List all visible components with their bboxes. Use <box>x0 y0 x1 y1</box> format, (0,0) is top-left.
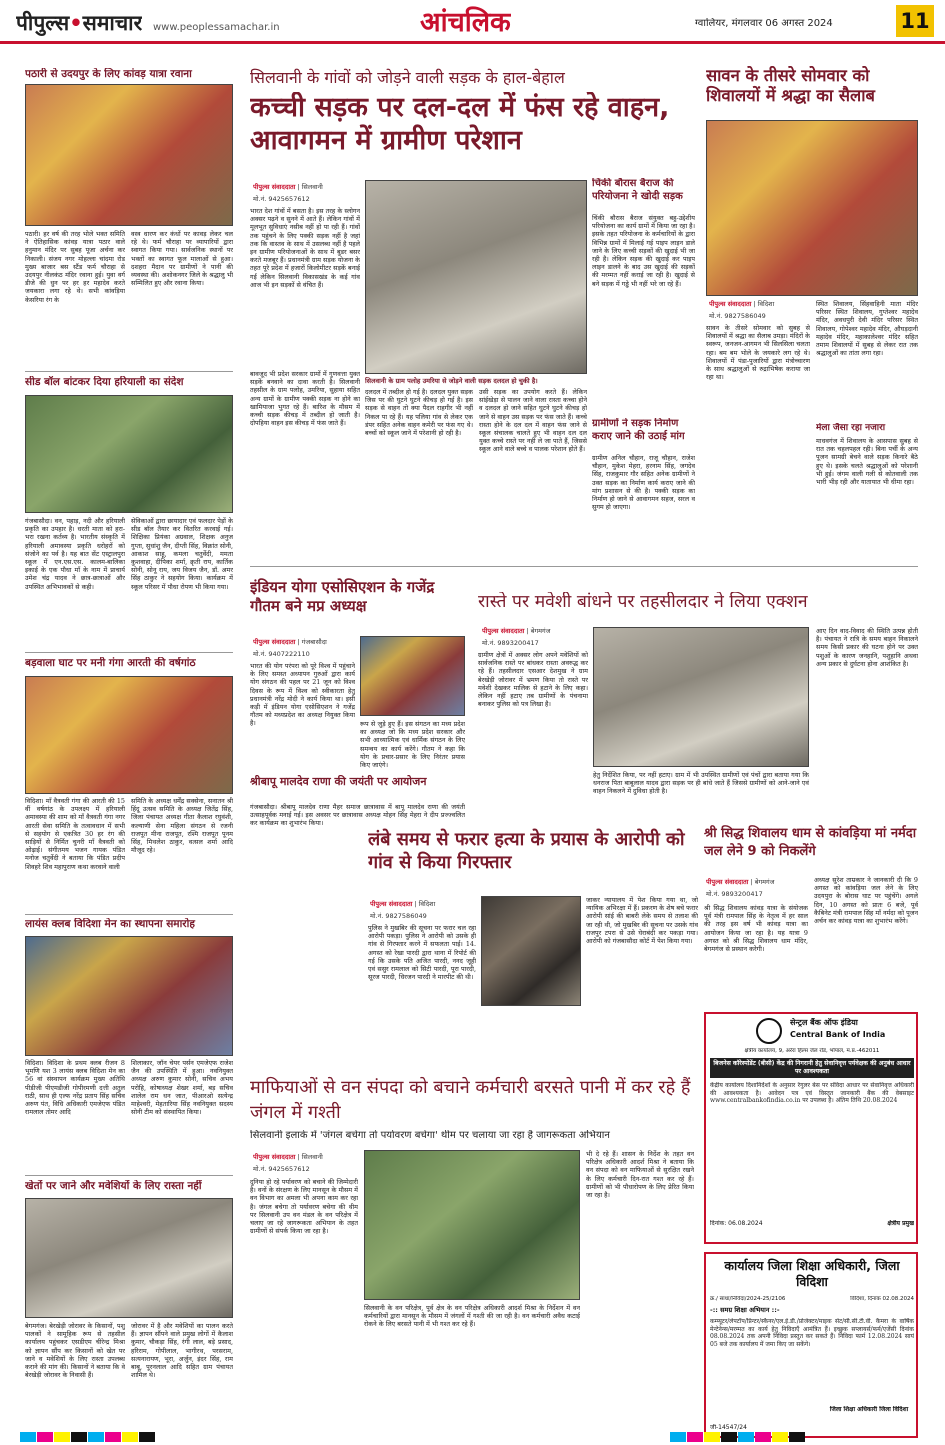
savan-body-2: स्थित शिवालय, सिंहवाहिनी माता मंदिर परिसर स्थित शिवालय, गुप्तेश्वर महादेव मंदिर, अवधपुरी देवी मंदिर परिसर स्थित शिवालय, गोपेश्वर महादेव मंदिर, औघड़दानी महादेव मंदिर, महाकालेश्वर मंदिर सहित तमाम शिवालयों में सुबह से लेकर रात तक श्रद्धालुओं का तांता लगा रहा। <box>816 300 918 358</box>
accused-with-police-photo <box>481 896 581 1006</box>
lead-body-1: भारत देश गांवों में बसता है। इस तरह के स्लोगन अक्सर पढ़ने व सुनने में आते हैं। लेकिन गांवों में मूलभूत सुविधाएं नसीब नहीं हो पा रही हैं। गांवों तक पहुंचने के लिए पक्की सड़क नहीं है जहां तक कि वास्तव के साथ में उसलब्ध नहीं है पहले इन ग्रामीण परियोजनाओं के साथ में बुडर बसर करते मजबूर हैं। प्रधानमंत्री ग्राम सड़क योजना के तहत पूरे प्रदेश में हजारों किलोमीटर सड़कें बनाई गईं लेकिन सिलवानी विकासखंड के कई गांव आज भी इन सड़कों से वंचित हैं। <box>250 207 360 289</box>
forest-body-3: भी दे रहे हैं। शासन के निर्देश के तहत वन परिक्षेत्र अधिकारी आदर्श मिश्रा ने बताया कि वन संपदा को वन माफियाओं से सुरक्षित रखने के लिए कर्मचारी दिन-रात गश्त कर रहे हैं। ग्रामीणों को भी पौधारोपण के लिए प्रेरित किया जा रहा है। <box>586 1150 694 1199</box>
savan-body-1: सावन के तीसरे सोमवार को सुबह से शिवालयों में श्रद्धा का सैलाब उमड़ा। मंदिरों के स्वरूप, जनजन-आगमन भी सिलसिला चलता रहा। बम बम भोले के जयकारे लग रहे थे। शिवालयों में पंडा-पुजारियों द्वारा मंत्रोच्चारण के साथ श्रद्धालुओं से रुद्राभिषेक कराया जा रहा था। <box>706 324 810 382</box>
education-office-advertisement <box>704 1252 918 1438</box>
yoga-body: भारत की योग परंपरा को पूरे विश्व में पहुंचाने के लिए समस्त अध्यापन गुरुओं द्वारा कार्य योग संगठन की पहल पर 21 जून को विश्व दिवस के रूप में विश्व को स्वीकारता हेतु प्रधानमंत्री नरेंद्र मोदी ने कार्य किया था। इसी कड़ी में इंडियन योगा एसोसिएशन ने गजेंद्र गौतम को मध्यप्रदेश का अध्यक्ष नियुक्त किया है। <box>250 662 355 728</box>
farmers-memorandum-photo <box>25 1198 233 1318</box>
lions-club-photo <box>25 936 233 1056</box>
lead-byline: पीपुल्स संवाददाता | सिलवानी <box>253 183 323 191</box>
murder-body-2: जाकर न्यायालय में पेश किया गया था, जो न्यायिक अभिरक्षा में हैं। प्रकरण के शेष बचे फरार आरोपी सांई की बाबरी लेके समय से तलाश की जा रही थी, जो मुखबिर की सूचना पर उसके गांव राजपुर टपरा से उसे घेराबंदी कर पकड़ा गया। आरोपी को गंजबासौदा कोर्ट में पेश किया गया। <box>586 896 698 945</box>
bank-notice-title: बिजनेस कॉरेस्पोंडेंट (बीसी) केंद्र की निगरानी हेतु सेवानिवृत्त पर्यवेक्षक की अनुबंध आधार पर आवश्यकता <box>710 1058 914 1078</box>
lead-body-4: उसी सड़क का उपयोग करते हैं। लेकिन सांईखेड़ा से पालन जाने वाला रास्ता कच्चा होने व दलदल हो जाने सहित घुटने घुटने कीचड़ हो जाने से वाहन उस सड़क पर फंस जाते हैं। कच्चे रास्ता होने के दल दल में वाहन फंस जाने से स्कूल संचालक चालते हुए भी वाहन दल दल युक्त कच्चे रास्ते पर नहीं ले जा पाते हैं, जिससे स्कूल आने वाले बच्चे व पालक परेशान होते हैं। <box>479 388 587 454</box>
lead-body-2: बावजूद भी प्रदेश सरकार ग्रामों में गुणवत्ता युक्त सड़कें बनवाने का दावा करती है। सिलवानी तहसील के ग्राम पलोह, उमरिया, सुहाया सहित अन्य ग्रामों के ग्रामीण पक्की सड़क ना होने का खामियाजा भुगत रहे हैं। बारिश के मौसम में कच्ची सड़क कीचड़ में तब्दील हो जाती है। दोपहिया वाहन इस कीचड़ में फंस जाते हैं। <box>250 370 360 428</box>
page-number: 11 <box>896 5 934 37</box>
divider <box>25 652 233 653</box>
edu-body: कम्प्यूटर/लेपटॉप/प्रिन्टर/स्कैनर/एल.ई.डी./प्रोजेक्टर/माइक सेट/सी.सी.टी.वी. कैमरा के वार्षिक मेन्टेनेन्स/मरम्मत का कार्य हेतु निविदाएँ आमंत्रित हैं। इच्छुक सप्लायर्स/फर्म/एजेंसी दिनांक 08.08.2024 तक अपनी निविदा प्रस्तुत कर सकते हैं। निविदा फार्म 12.08.2024 सायं 05 बजे तक कार्यालय में जमा किए जा सकेंगे। <box>710 1318 914 1349</box>
lead-box1-title: चिंकी बौरास बैराज की परियोजना ने खोदी सड़क <box>592 178 683 202</box>
bank-name-hindi: सेन्ट्रल बैंक ऑफ इंडिया <box>790 1018 858 1027</box>
yoga-headline: इंडियन योगा एसोसिएशन के गजेंद्र गौतम बने मप्र अध्यक्ष <box>250 578 435 615</box>
edu-office-title: कार्यालय जिला शिक्षा अधिकारी, जिला विदिशा <box>724 1258 900 1290</box>
bank-notice-date: दिनांक: 06.08.2024 <box>710 1220 763 1227</box>
kanwad-yatra-photo <box>25 84 233 226</box>
rana-headline: श्रीबापू मालदेव राणा की जयंती पर आयोजन <box>250 775 427 788</box>
savan-headline: सावन के तीसरे सोमवार को शिवालयों में श्रद्धा का सैलाब <box>706 66 875 106</box>
savan-subhead: मेला जैसा रहा नजारा <box>816 423 886 433</box>
savan-sub-body: माधवगंज में शिवालय के आसपास सुबह से रात तक चहलपहल रही। बिना पर्ची के अन्य पूजन सामग्री बेचने वाले सड़क किनारे बैठे हुए थे। इसके चलते श्रद्धालुओं को परेशानी भी हुई। जंगम वाली गली से कोतवाली तक भारी भीड़ रही और यातायात भी धीमा रहा। <box>816 437 918 486</box>
temple-devotees-photo <box>706 120 918 296</box>
story3-body-2: समिति के अध्यक्ष धर्मेंद्र सक्सेना, सनातन श्री हिंदू उत्सव समिति के अध्यक्ष जितेंद्र सिंह, जिला पंचायत अध्यक्ष गीता कैलाश रघुवंशी, कल्याणी सेना महिला संगठन से रजनी राजपूत मीना राजपूत, रश्मि राजपूत पूनम सिंह, मिथलेश ठाकुर, वत्सल शर्मा आदि मौजूद रहे। <box>131 797 233 855</box>
edu-signature: जिला शिक्षा अधिकारी जिला विदिशा <box>829 1406 909 1413</box>
forest-patrol-photo <box>364 1150 580 1300</box>
yoga-mobile: मो.नं. 9407222110 <box>253 650 310 658</box>
story3-headline: बड़वाला घाट पर मनी गंगा आरती की वर्षगांठ <box>25 657 196 669</box>
dateline: ग्वालियर, मंगलवार 06 अगस्त 2024 <box>695 18 833 29</box>
savan-byline: पीपुल्स संवाददाता | विदिशा <box>709 300 775 308</box>
story5-headline: खेतों पर जाने और मवेशियों के लिए रास्ता नहीं <box>25 1180 202 1192</box>
lead-box2-title: ग्रामीणों ने सड़क निर्माण कराए जाने की उठाई मांग <box>592 418 685 442</box>
story1-body-2: वस्त्र धारण कर कंधों पर कावड़ लेकर चल रहे थे। फर्म चौराहा पर व्यापारियों द्वारा स्वागत किया गया। सार्वजनिक स्थानों पर भक्तों का स्वागत फूल मालाओं से हुआ। दशहरा मैदान पर ग्रामीणों ने पानी की व्यवस्था की। अशोकनगर जिले के श्रद्धालु भी सम्मिलित हुए और रवाना किया। <box>131 230 233 288</box>
lead-kicker: सिलवानी के गांवों को जोड़ने वाली सड़क के हाल-बेहाल <box>250 68 565 87</box>
color-registration-bar-right <box>670 1432 930 1442</box>
bank-logo-icon <box>756 1018 782 1044</box>
savan-mobile: मो.नं. 9827586049 <box>709 312 766 320</box>
masthead <box>0 0 945 44</box>
yoga-byline: पीपुल्स संवाददाता | गंजबासौदा <box>253 638 327 646</box>
story2-body: गंजबासौदा। वन, पहाड़, नदी और हरियाली प्रकृति का उपहार है। धरती माता को हरा-भरा रखना कर्तव्य है। भारतीय संस्कृति में हरियाली अमावस्या प्रकृति धरोहरों को संजोने का पर्व है। यह बात सेंट एस्ट्रालपुरा स्कूल में एन.एस.एस. कालम-बालिका इकाई के एक पौधा माँ के नाम में प्राचार्य उमेश चंद्र यादव ने छात्र-छात्राओं और उपस्थित अभिभावकों से कही। <box>25 517 125 591</box>
murder-byline: पीपुल्स संवाददाता | विदिशा <box>370 900 436 908</box>
divider <box>25 371 233 372</box>
story1-headline: पठारी से उदयपुर के लिए कांवड़ यात्रा रवाना <box>25 68 192 80</box>
edu-heading: -:: समग्र शिक्षा अभियान ::- <box>710 1306 780 1314</box>
forest-kicker: सिलवानी इलाके में 'जंगल बचेगा तो पर्यावरण बचेगा' थीम पर चलाया जा रहा है जागरूकता अभियान <box>250 1130 610 1141</box>
cattle-byline: पीपुल्स संवाददाता | बेगमगंज <box>482 627 551 635</box>
divider <box>250 566 918 567</box>
lead-photo-caption: सिलवानी के ग्राम पलोह उमरिया से जोड़ने वाली सड़क दलदल हो चुकी है। <box>365 377 538 385</box>
rana-body: गंजबासौदा। श्रीबापू मालदेव राणा मैहर समाज छात्रावास में बापू मालदेव राणा की जयंती उत्साहपूर्वक मनाई गई। इस अवसर पर छात्रावास अध्यक्ष मोहन सिंह मेहरा ने दीप प्रज्ज्वलित कर कार्यक्रम का शुभारंभ किया। <box>250 803 465 828</box>
story5-body: बेगमगंज। बेरखेड़ी जोरावर के किसानों, पशु पालकों ने सामूहिक रूप से तहसील कार्यालय पहुंचकर एसडीएम चीरेन्द्र मिश्रा को ज्ञापन सौंप कर किसानों को खेत पर जाने व मवेशियों के लिए रास्ता उपलब्ध कराने की मांग की। किसानों ने बताया कि वे बेरखेड़ी जोरावर के निवासी हैं। <box>25 1322 125 1380</box>
forest-body: दुनिया हो रहे पर्यावरण को बचाने की जिम्मेदारी है। वनों के संरक्षण के लिए मानसून के मौसम में वन विभाग का अमला भी अपना काम कर रहा है। जंगल बचेगा तो पर्यावरण बचेगा की थीम पर सिलवानी उप वन मंडल के वन परिक्षेत्र में चलाए जा रहे जागरूकता अभियान के तहत ग्रामीणों से संपर्क किया जा रहा है। <box>250 1178 358 1236</box>
story5-body-2: जोरावर में है और मवेशियों का पालन करते हैं। ज्ञापन सौंपने वाले प्रमुख लोगों में कैलाश कुमार, चौकड़ा सिंह, रंगी लाल, बड़े प्रसाद, हरिराम, गोपीलाल, भागीरथ, परसराम, सत्यनारायण, भूरा, अर्जुन, इंदर सिंह, राम बाबू, पूरनलाल आदि सहित ग्राम पंचायत शामिल थे। <box>131 1322 233 1380</box>
bank-name-english: Central Bank of India <box>790 1030 886 1039</box>
seed-ball-photo <box>25 395 233 513</box>
newspaper-brand: पीपुल्स•समाचार <box>16 11 143 35</box>
edu-reference: क्र./ साधा/निविदा/2024-25/2106 <box>710 1296 786 1302</box>
sidh-body-2: अध्यक्ष सुरेश ताम्रकार ने जानकारी दी कि 9 अगस्त को कांवड़िया जल लेने के लिए उदयपुरा के बोरास घाट पर पहुंचेंगे। अगले दिन, 10 अगस्त को प्रातः 6 बजे, पूर्व कैबिनेट मंत्री रामपाल सिंह माँ नर्मदा को पूजन अर्चन कर कांवड़ यात्रा का शुभारंभ करेंगे। <box>814 876 918 925</box>
story3-body: विदिशा। माँ वैत्रवती गंगा की आरती की 15 वीं वर्षगांठ के उपलक्ष्य में हरियाली अमावस्या की शाम को माँ वैत्रवती गंगा नगर आरती सेवा समिति के तत्वावधान में सभी से सहयोग से एकत्रित 30 हर रंग की साड़ियों से निर्मित चुनरी माँ वैत्रवती को ओढ़ाई। संगीतमय भजन गायक पंडित मनोज चतुर्वेदी ने बताया कि पंडित प्रदीप शिवहरे शिव महापुराण कथा करवाने वाली <box>25 797 125 871</box>
sidh-body: श्री सिद्ध शिवालय कांवड़ यात्रा के संयोजक पूर्व मंत्री रामपाल सिंह के नेतृत्व में हर साल की तरह इस वर्ष भी कांवड़ यात्रा का आयोजन किया जा रहा है। यह यात्रा 9 अगस्त को श्री सिद्ध शिवालय धाम मंदिर, बेगमगंज से प्रस्थान करेगी। <box>704 904 808 953</box>
bank-office-address: क्षेत्रीय कार्यालय, 9, अरेरा हिल्स जेल रोड, भोपाल, म.प्र.-462011 <box>744 1048 880 1054</box>
forest-byline: पीपुल्स संवाददाता | सिलवानी <box>253 1153 323 1161</box>
yoga-president-photo <box>360 636 465 716</box>
murder-body: पुलिस ने मुखबिर की सूचना पर फरार चल रहा आरोपी पकड़ा। पुलिस ने आरोपी को उसके ही गांव से गिरफ्तार करने में सफलता पाई। 14. अगस्त को रेखा पारदी द्वारा थाना में रिपोर्ट की गई कि उसके पति अजित पारदी, ननद जूही एवं ससुर रामलाल को सिटी पारदी, पूरा पारदी, सूरज पारदी, धिरजन पारदी ने मारपीट की थी। <box>368 924 476 982</box>
divider <box>25 1175 233 1176</box>
story4-headline: लायंस क्लब विदिशा मेन का स्थापना समारोह <box>25 918 195 930</box>
ganga-aarti-photo <box>25 676 233 794</box>
cattle-body: ग्रामीण क्षेत्रों में अक्सर लोग अपने मवेशियों को सार्वजनिक रास्ते पर बांधकर रास्ता अवरुद्ध कर रहे हैं। तहसीलदार एसआर देशमुख ने ग्राम बेरखेड़ी जोरावर में भ्रमण किया तो रास्ते पर मवेशी देखकर मालिक से हटाने के लिए कहा। लेकिन नहीं हटाए तब ग्रामीणों के पंचनामा बनाकर पुलिस को पत्र लिखा है। <box>478 651 588 709</box>
cattle-headline: रास्ते पर मवेशी बांधने पर तहसीलदार ने लिया एक्शन <box>478 592 808 612</box>
forest-headline: माफियाओं से वन संपदा को बचाने कर्मचारी बरसते पानी में कर रहे हैं जंगल में गश्ती <box>250 1077 691 1124</box>
story4-body: विदिशा। विदिशा के प्रथम क्लब रीजन 8 भूमणि यश 3 लायंस क्लब विदिशा मेन का 56 वां संस्थापन कार्यक्रम मुख्य अतिथि पीडीजी पीएमडीजी गोपीरमणी दत्ती अतुल राठी, साथ ही एल्फ नरेंद्र प्रताप सिंह सचिव अरुण पंत, विधि अधिकारी एमजेएफ पंडित रामलाल तोमर आदि <box>25 1059 125 1117</box>
section-title: आंचलिक <box>420 7 511 38</box>
cattle-body-2: हेतु निर्देशित किया, पर नहीं हटाए। ग्राम में भी उपस्थित ग्रामीणों एवं पंचों द्वारा बताया गया कि धनराज पिता बाबूलाल यादव द्वारा सड़क पर ही बांधे जाते हैं जिससे ग्रामीणों को आने-जाने एवं वाहन निकलने में दुविधा होती है। <box>593 771 809 796</box>
central-bank-advertisement <box>704 1012 918 1244</box>
cattle-mobile: मो.नं. 9893200417 <box>482 639 539 647</box>
cattle-body-3: आए दिन वाद-विवाद की स्थिति उत्पन्न होती है। पंचायत ने रात्रि के समय बाहन निकालने समय किसी प्रकार की घटना होने पर उक्त पशुओं के कारण जनहानि, पशुहानि अथवा अन्य प्रकार से दुर्घटना होना आशंकित है। <box>816 627 918 668</box>
story2-headline: सीड बॉल बांटकर दिया हरियाली का संदेश <box>25 376 184 388</box>
forest-body-2: सिलवानी के वन परिक्षेत्र, पूर्व क्षेत्र के वन परिक्षेत्र अधिकारी आदर्श मिश्रा के निर्देशन में वन कर्मचारियों द्वारा मानसून के मौसम में जंगलों में गश्ती की जा रही है। वन कर्मचारी अवैध कटाई रोकने के लिए बरसते पानी में भी गश्त कर रहे हैं। <box>364 1304 580 1329</box>
sidh-mobile: मो.नं. 9893200417 <box>706 890 763 898</box>
lead-headline: कच्ची सड़क पर दल-दल में फंस रहे वाहन, आवागमन में ग्रामीण परेशान <box>250 92 670 156</box>
lead-body-3: दलदल में तब्दील हो गई है। दलदल युक्त सड़क जिस पर की घुटने घुटने कीचड़ हो गई है। इस सड़क से वाहन तो क्या पैदल राहगीर भी नहीं निकल पा रहे हैं। यह पलिया गांव से लेकर एक डंपर सहित अनेक वाहन कमेरी पर फंस गए थे। बच्चों को स्कूल जाने में परेशानी हो रही है। <box>365 388 473 437</box>
website-url[interactable]: www.peoplessamachar.in <box>153 22 280 33</box>
yoga-body-2: रूप से जुड़े हुए हैं। इस संगठन का मध्य प्रदेश का अध्यक्ष जो कि मध्य प्रदेश सरकार और सभी आध्यात्मिक एवं धार्मिक संगठन के लिए समन्वय का कार्य करेंगे। गौतम ने कहा कि योग के प्रचार-प्रसार के लिए निरंतर प्रयास किए जाएंगे। <box>360 720 465 769</box>
lead-box2-body: ग्रामीण अनिल चौहान, राजू चौहान, राजेश चौहान, मुकेश मेहरा, हरनाम सिंह, जगदेव सिंह, राजकुमार गौर सहित अनेक ग्रामीणों ने उक्त सड़क का निर्माण कार्य कराए जाने की मांग प्रशासन से की है। पक्की सड़क का निर्माण हो जाने से आवागमन सहज, सरल व सुगम हो जाएगा। <box>592 454 695 512</box>
murder-mobile: मो.नं. 9827586049 <box>370 912 427 920</box>
murder-headline: लंबे समय से फरार हत्या के प्रयास के आरोपी को गांव से किया गिरफ्तार <box>368 829 685 874</box>
lead-mobile: मो.नं. 9425657612 <box>253 195 310 203</box>
story4-body-2: शिलाकार, जॉन चेयर पर्सन एमजेएफ राजेश जैन की उपस्थिति में हुआ। नवनियुक्त अध्यक्ष अरुण कुमार सोनी, सचिव अभय परोहि, कोषाध्यक्ष शेखर शर्मा, बड़ सचिव शालेल राम धन जात, पीआरओ सत्येन्द्र माहेश्वरी, मेहतारिया सिंह नवनियुक्त सदस्य सोनी टीम को संस्थापित किया। <box>131 1059 233 1117</box>
divider <box>25 914 233 915</box>
bank-signoff: क्षेत्रीय प्रमुख <box>887 1220 914 1227</box>
bank-notice-body: केंद्रीय कार्यालय दिशानिर्देशों के अनुसार रेगुलर बेस पर संविदा आधार पर सेवानिवृत्त अधिकारी की आवश्यकता है। आवेदन पत्र एवं विस्तृत जानकारी बैंक की वेबसाइट www.centralbankofindia.co.in पर उपलब्ध है। अंतिम तिथि 20.08.2024 <box>710 1082 914 1105</box>
forest-mobile: मो.नं. 9425657612 <box>253 1165 310 1173</box>
color-registration-bar <box>20 1432 280 1442</box>
cattle-on-road-photo <box>593 627 809 767</box>
lead-box1-body: चिंकी बौरास बैराज संयुक्त बहु-उद्देशीय परियोजना का कार्य ग्रामों में किया जा रहा है। इसके तहत परियोजना के कर्मचारियों के द्वारा विभिन्न ग्रामों में मिलाई गई पाइप लाइन डाले जाने के लिए कच्ची सड़कों की खुदाई भी जा रही है। लेकिन सड़क की खुदाई कर पाइप लाइन डालने के बाद उस खुदाई की सड़कों की मरम्मत नहीं कराई जा रही है। खुदाई से बने सड़क में गड्ढे भी नहीं भरे जा रहे हैं। <box>592 214 695 288</box>
edu-code: जी-14547/24 <box>710 1424 747 1431</box>
story1-body: पठारी। हर वर्ष की तरह भोले भक्त समिति ने ऐतिहासिक कांवड़ यात्रा पठार वाले हनुमान मंदिर पर सुबह पूजा अर्चना कर निकाली। संजय नगर मोहल्ला चांदमा रोड मुख्य बाजार बस स्टैंड फर्म चौराहा से उदयपुर नीलकंठ मंदिर रवाना हुई। युवा वर्ग डीजे की धुन पर हर हर महादेव करते जयकारा लगा रहे थे। सभी कांवड़िया केसरिया रंग के <box>25 230 125 304</box>
story2-body-2: सेविकाओं द्वारा छायादार एवं फलदार पेड़ों के सीड बॉल तैयार कर वितरित करवाई गई। शिक्षिका प्रियंका अग्रवाल, शिक्षक अनुज गुप्ता, सुधांशु जैन, दीप्ती सिंह, विक्रांत सोनी, आकाश साहू, कमला चतुर्वेदी, ममता कुशवाहा, दीपिका शर्मा, क्रृती राय, कार्तिक सोनी, सोनू राय, जय विजय जैन, डॉ. अमर सिंह ठाकुर ने सहयोग किया। कार्यक्रम में स्कूल परिसर में पौधा रोपण भी किया गया। <box>131 517 233 591</box>
muddy-road-photo <box>365 180 587 374</box>
sidh-byline: पीपुल्स संवाददाता | बेगमगंज <box>706 878 775 886</box>
sidh-headline: श्री सिद्ध शिवालय धाम से कांवड़िया मां नर्मदा जल लेने 9 को निकलेंगे <box>704 826 917 859</box>
edu-date: विदिशा, दिनांक 02.08.2024 <box>850 1296 914 1302</box>
